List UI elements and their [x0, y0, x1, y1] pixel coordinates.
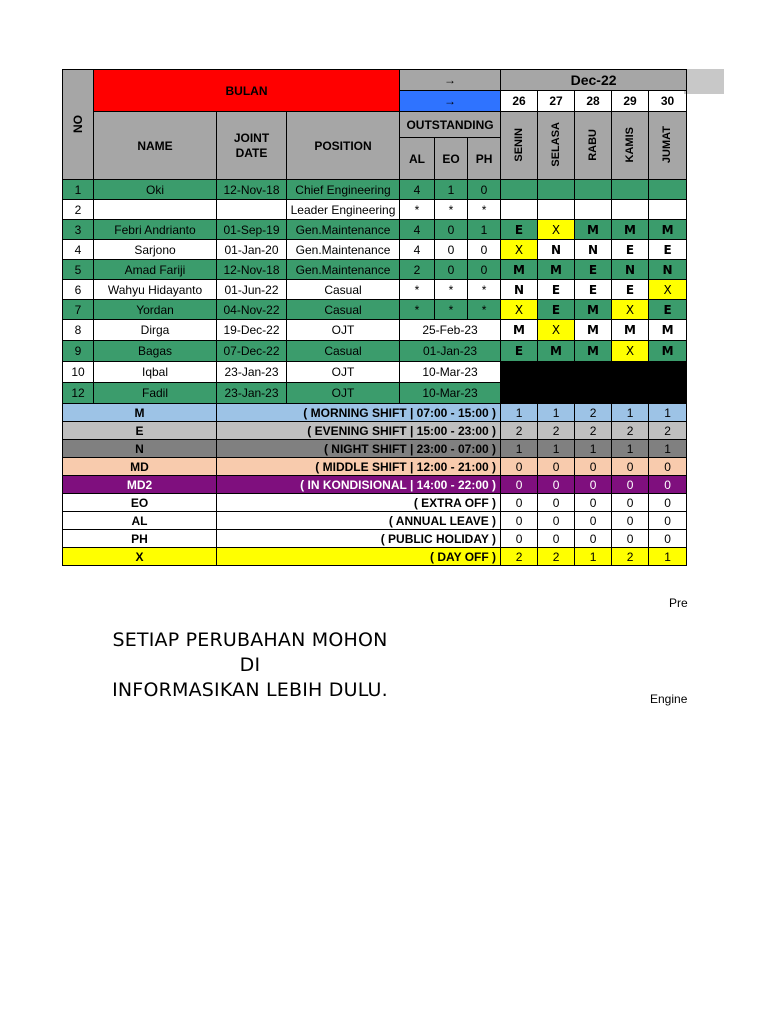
date-30: 30 — [649, 91, 687, 112]
row-no: 3 — [63, 220, 94, 240]
legend-code: X — [63, 548, 217, 566]
row-joint-date: 01-Jan-20 — [217, 240, 287, 260]
bulan-header: BULAN — [94, 70, 400, 112]
row-joint-date: 07-Dec-22 — [217, 341, 287, 362]
row-no: 1 — [63, 180, 94, 200]
shift-cell: N — [538, 240, 575, 260]
row-joint-date: 01-Sep-19 — [217, 220, 287, 240]
shift-cell: M — [612, 320, 649, 341]
shift-cell — [538, 200, 575, 220]
row-eo: 0 — [435, 220, 468, 240]
row-al: 4 — [400, 220, 435, 240]
legend-row — [63, 512, 687, 530]
row-no: 7 — [63, 300, 94, 320]
day-senin: SENIN — [501, 112, 538, 180]
row-no: 5 — [63, 260, 94, 280]
row-joint-date — [217, 200, 287, 220]
name-header: NAME — [94, 112, 217, 180]
row-outstanding: 01-Jan-23 — [400, 341, 501, 362]
row-eo: * — [435, 300, 468, 320]
table-row — [63, 280, 687, 300]
legend-count: 2 — [501, 548, 538, 566]
legend-count: 0 — [501, 494, 538, 512]
row-position: Casual — [287, 300, 400, 320]
legend-count: 1 — [501, 440, 538, 458]
legend-count: 2 — [538, 548, 575, 566]
legend-count: 0 — [538, 512, 575, 530]
legend-count: 1 — [575, 548, 612, 566]
row-name — [94, 200, 217, 220]
row-joint-date: 12-Nov-18 — [217, 260, 287, 280]
table-row — [63, 220, 687, 240]
position-header: POSITION — [287, 112, 400, 180]
legend-description: ( IN KONDISIONAL | 14:00 - 22:00 ) — [217, 476, 501, 494]
shift-cell: M — [501, 320, 538, 341]
shift-cell — [501, 180, 538, 200]
row-ph: * — [468, 280, 501, 300]
row-al: * — [400, 300, 435, 320]
legend-row — [63, 440, 687, 458]
row-no: 9 — [63, 341, 94, 362]
row-outstanding: 25-Feb-23 — [400, 320, 501, 341]
row-no: 10 — [63, 362, 94, 383]
day-selasa: SELASA — [538, 112, 575, 180]
legend-count: 0 — [612, 512, 649, 530]
row-ph: 0 — [468, 240, 501, 260]
row-name: Amad Fariji — [94, 260, 217, 280]
row-eo: * — [435, 280, 468, 300]
table-row — [63, 300, 687, 320]
month-header: Dec-22 — [501, 70, 687, 91]
row-joint-date: 12-Nov-18 — [217, 180, 287, 200]
legend-count: 0 — [612, 476, 649, 494]
row-name: Yordan — [94, 300, 217, 320]
legend-count: 1 — [538, 404, 575, 422]
shift-cell — [649, 180, 687, 200]
row-al: 2 — [400, 260, 435, 280]
shift-cell: X — [501, 300, 538, 320]
shift-cell: M — [649, 320, 687, 341]
legend-count: 2 — [612, 548, 649, 566]
table-row — [63, 200, 687, 220]
row-no: 6 — [63, 280, 94, 300]
legend-count: 1 — [612, 404, 649, 422]
shift-cell — [612, 180, 649, 200]
row-name: Oki — [94, 180, 217, 200]
legend-row — [63, 494, 687, 512]
legend-count: 0 — [575, 494, 612, 512]
legend-count: 0 — [649, 494, 687, 512]
shift-cell: M — [649, 220, 687, 240]
date-26: 26 — [501, 91, 538, 112]
date-29: 29 — [612, 91, 649, 112]
shift-cell: X — [501, 240, 538, 260]
row-joint-date: 01-Jun-22 — [217, 280, 287, 300]
clipped-label-engine: Engine — [650, 692, 688, 706]
shift-cell: M — [538, 341, 575, 362]
shift-cell: X — [612, 300, 649, 320]
row-name: Wahyu Hidayanto — [94, 280, 217, 300]
day-kamis: KAMIS — [612, 112, 649, 180]
row-position: Gen.Maintenance — [287, 260, 400, 280]
shift-cell: M — [649, 341, 687, 362]
shift-cell — [501, 200, 538, 220]
shift-cell: E — [501, 341, 538, 362]
change-notice: SETIAP PERUBAHAN MOHON DI INFORMASIKAN LEBIH DULU. — [112, 629, 388, 701]
row-name: Fadil — [94, 383, 217, 404]
shift-cell — [612, 200, 649, 220]
row-joint-date: 23-Jan-23 — [217, 383, 287, 404]
outstanding-header: OUTSTANDING — [400, 112, 501, 138]
legend-row — [63, 548, 687, 566]
row-ph: 0 — [468, 260, 501, 280]
row-position: OJT — [287, 383, 400, 404]
shift-cell: M — [612, 220, 649, 240]
legend-count: 1 — [612, 440, 649, 458]
row-no: 2 — [63, 200, 94, 220]
legend-row — [63, 458, 687, 476]
legend-count: 0 — [575, 530, 612, 548]
row-name: Bagas — [94, 341, 217, 362]
shift-cell — [575, 180, 612, 200]
shift-cell: E — [649, 300, 687, 320]
legend-count: 0 — [575, 512, 612, 530]
row-eo: 0 — [435, 240, 468, 260]
legend-count: 0 — [501, 512, 538, 530]
arrow-cell-1: → — [400, 70, 501, 91]
shift-cell: N — [612, 260, 649, 280]
legend-count: 0 — [538, 494, 575, 512]
shift-cell: M — [538, 260, 575, 280]
legend-count: 0 — [501, 458, 538, 476]
legend-count: 0 — [501, 476, 538, 494]
eo-header: EO — [435, 138, 468, 180]
shift-cell: M — [575, 341, 612, 362]
shift-cell: E — [575, 260, 612, 280]
legend-description: ( ANNUAL LEAVE ) — [217, 512, 501, 530]
row-position: Gen.Maintenance — [287, 240, 400, 260]
row-al: 4 — [400, 180, 435, 200]
shift-cell: E — [612, 240, 649, 260]
shift-cell: X — [538, 320, 575, 341]
legend-description: ( DAY OFF ) — [217, 548, 501, 566]
row-al: * — [400, 200, 435, 220]
day-rabu: RABU — [575, 112, 612, 180]
row-no: 4 — [63, 240, 94, 260]
legend-code: N — [63, 440, 217, 458]
shift-cell: X — [538, 220, 575, 240]
legend-count: 0 — [538, 458, 575, 476]
table-row — [63, 260, 687, 280]
legend-count: 0 — [649, 512, 687, 530]
legend-count: 1 — [575, 440, 612, 458]
legend-count: 1 — [538, 440, 575, 458]
legend-count: 2 — [575, 422, 612, 440]
legend-count: 0 — [538, 530, 575, 548]
row-eo: * — [435, 200, 468, 220]
row-position: OJT — [287, 362, 400, 383]
row-joint-date: 23-Jan-23 — [217, 362, 287, 383]
legend-count: 0 — [612, 458, 649, 476]
legend-count: 0 — [538, 476, 575, 494]
legend-count: 2 — [501, 422, 538, 440]
table-row — [63, 341, 687, 362]
row-name: Dirga — [94, 320, 217, 341]
row-ph: * — [468, 200, 501, 220]
shift-cell: E — [575, 280, 612, 300]
legend-code: EO — [63, 494, 217, 512]
row-name: Febri Andrianto — [94, 220, 217, 240]
legend-count: 0 — [501, 530, 538, 548]
row-al: * — [400, 280, 435, 300]
shift-cell: E — [649, 240, 687, 260]
row-position: Casual — [287, 341, 400, 362]
date-27: 27 — [538, 91, 575, 112]
legend-count: 2 — [575, 404, 612, 422]
legend-row — [63, 404, 687, 422]
row-al: 4 — [400, 240, 435, 260]
row-position: OJT — [287, 320, 400, 341]
row-outstanding: 10-Mar-23 — [400, 362, 501, 383]
legend-description: ( NIGHT SHIFT | 23:00 - 07:00 ) — [217, 440, 501, 458]
clipped-label-pre: Pre — [669, 596, 688, 610]
legend-code: MD2 — [63, 476, 217, 494]
shift-cell — [575, 200, 612, 220]
shift-schedule-table — [62, 69, 687, 566]
legend-code: AL — [63, 512, 217, 530]
shift-cell: E — [501, 220, 538, 240]
shift-cell: N — [501, 280, 538, 300]
table-row — [63, 180, 687, 200]
row-no: 12 — [63, 383, 94, 404]
table-row — [63, 240, 687, 260]
arrow-cell-2: → — [400, 91, 501, 112]
table-row — [63, 362, 687, 383]
no-header: NO — [63, 70, 94, 180]
blocked-cell — [501, 362, 687, 404]
shift-cell: E — [612, 280, 649, 300]
shift-cell: E — [538, 280, 575, 300]
row-ph: * — [468, 300, 501, 320]
table-row — [63, 320, 687, 341]
legend-code: MD — [63, 458, 217, 476]
shift-cell: M — [575, 300, 612, 320]
legend-code: M — [63, 404, 217, 422]
legend-code: PH — [63, 530, 217, 548]
legend-count: 0 — [612, 494, 649, 512]
row-ph: 0 — [468, 180, 501, 200]
row-position: Casual — [287, 280, 400, 300]
joint-date-header: JOINT DATE — [217, 112, 287, 180]
shift-cell: M — [575, 320, 612, 341]
date-28: 28 — [575, 91, 612, 112]
shift-cell: X — [612, 341, 649, 362]
ph-header: PH — [468, 138, 501, 180]
legend-count: 1 — [649, 440, 687, 458]
row-position: Gen.Maintenance — [287, 220, 400, 240]
legend-description: ( EXTRA OFF ) — [217, 494, 501, 512]
shift-cell: N — [649, 260, 687, 280]
shift-cell: M — [575, 220, 612, 240]
header-overflow-bar — [684, 69, 724, 94]
shift-cell — [649, 200, 687, 220]
legend-count: 1 — [649, 404, 687, 422]
legend-count: 0 — [649, 476, 687, 494]
shift-cell: X — [649, 280, 687, 300]
row-eo: 0 — [435, 260, 468, 280]
legend-row — [63, 422, 687, 440]
shift-cell: M — [501, 260, 538, 280]
legend-description: ( MIDDLE SHIFT | 12:00 - 21:00 ) — [217, 458, 501, 476]
shift-cell — [538, 180, 575, 200]
row-no: 8 — [63, 320, 94, 341]
legend-count: 0 — [649, 458, 687, 476]
shift-cell: E — [538, 300, 575, 320]
row-position: Chief Engineering — [287, 180, 400, 200]
legend-count: 1 — [649, 548, 687, 566]
legend-count: 2 — [649, 422, 687, 440]
legend-row — [63, 476, 687, 494]
legend-description: ( EVENING SHIFT | 15:00 - 23:00 ) — [217, 422, 501, 440]
legend-description: ( PUBLIC HOLIDAY ) — [217, 530, 501, 548]
day-jumat: JUMAT — [649, 112, 687, 180]
legend-count: 0 — [575, 458, 612, 476]
row-position: Leader Engineering — [287, 200, 400, 220]
row-ph: 1 — [468, 220, 501, 240]
al-header: AL — [400, 138, 435, 180]
legend-code: E — [63, 422, 217, 440]
legend-row — [63, 530, 687, 548]
legend-description: ( MORNING SHIFT | 07:00 - 15:00 ) — [217, 404, 501, 422]
shift-cell: N — [575, 240, 612, 260]
row-joint-date: 19-Dec-22 — [217, 320, 287, 341]
legend-count: 0 — [649, 530, 687, 548]
row-joint-date: 04-Nov-22 — [217, 300, 287, 320]
legend-count: 0 — [612, 530, 649, 548]
row-eo: 1 — [435, 180, 468, 200]
row-name: Sarjono — [94, 240, 217, 260]
legend-count: 2 — [538, 422, 575, 440]
row-name: Iqbal — [94, 362, 217, 383]
legend-count: 0 — [575, 476, 612, 494]
legend-count: 1 — [501, 404, 538, 422]
row-outstanding: 10-Mar-23 — [400, 383, 501, 404]
legend-count: 2 — [612, 422, 649, 440]
